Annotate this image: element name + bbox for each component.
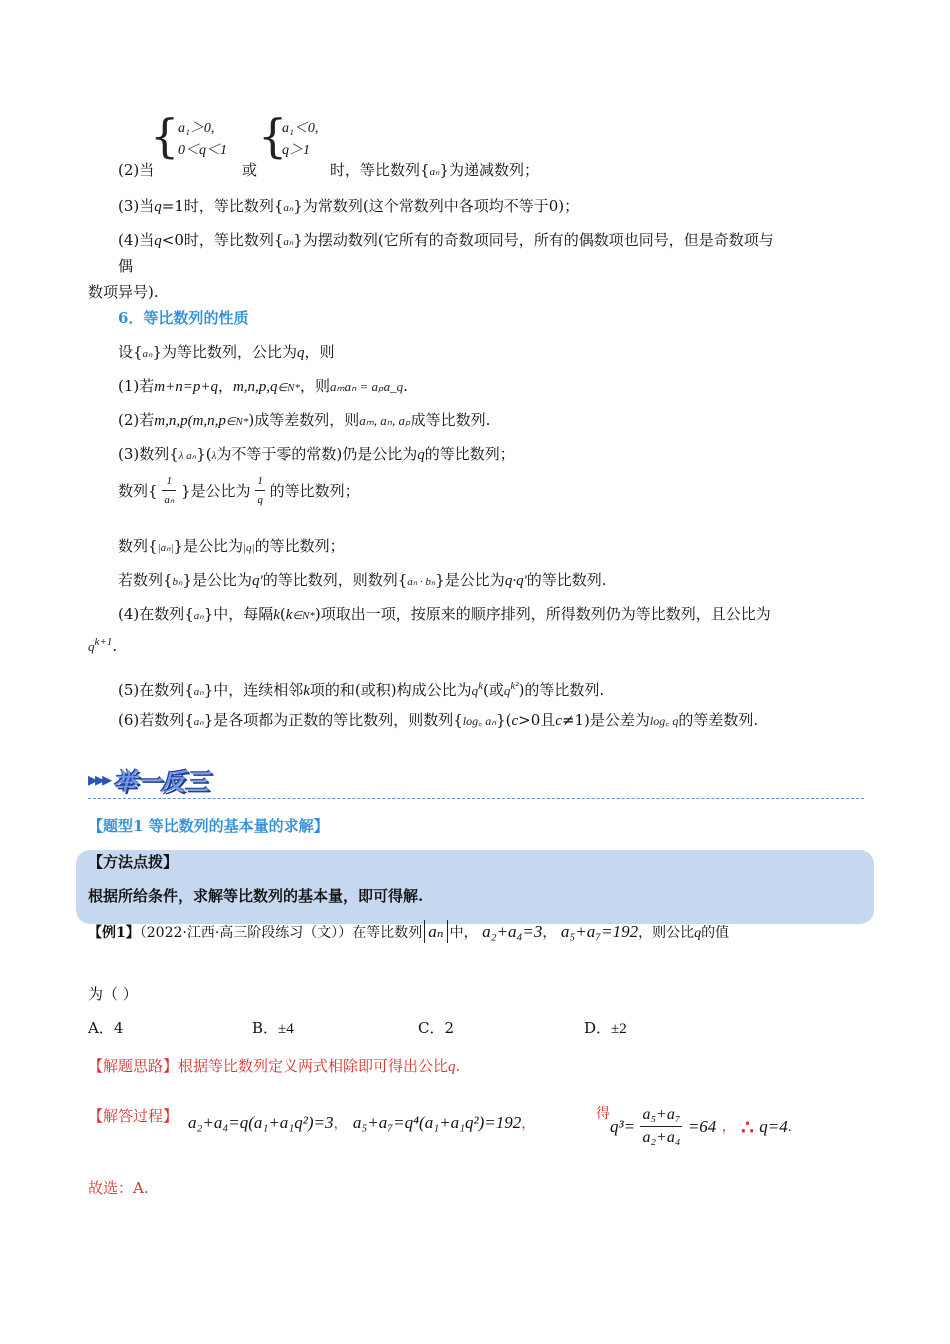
or-text: 或 [242, 161, 258, 179]
dashed-divider [88, 798, 864, 799]
case-1-line-2: 0＜q＜1 [178, 143, 227, 158]
case-2-line-2: q＞1 [282, 143, 310, 158]
prop-2-text: 时，等比数列{aₙ}为递减数列； [330, 161, 539, 179]
case-2 [282, 118, 318, 162]
option-d[interactable]: D．±2 [584, 1019, 627, 1037]
prop-6-1: (1)若m+n=p+q，m,n,p,q∈N*，则aₘaₙ = aₚa_q. [118, 377, 408, 395]
method-title: 【方法点拨】 [88, 853, 179, 871]
section-banner [88, 762, 209, 796]
section-6-heading: 6．等比数列的性质 [118, 309, 249, 327]
prop-6-3d: 若数列{bₙ}是公比为q'的等比数列，则数列{aₙ · bₙ}是公比为q·q'的等比数列. [118, 571, 607, 589]
prop-6-6: (6)若数列{aₙ}是各项都为正数的等比数列，则数列{log꜀ aₙ}(c>0且c≠1)是公差为log꜀ q的等差数列. [118, 711, 759, 729]
option-c[interactable]: C．2 [418, 1019, 455, 1037]
banner-title: 举一反三 [113, 767, 210, 796]
prop-4-line-2: 偶 [118, 257, 134, 275]
method-body: 根据所给条件，求解等比数列的基本量，即可得解. [88, 887, 424, 905]
prop-2-prefix: (2)当 [118, 161, 155, 179]
prop-6-3c: 数列{|aₙ|}是公比为|q|的等比数列； [118, 537, 345, 555]
option-b[interactable]: B．±4 [252, 1019, 294, 1037]
prop-6-4-line-2: $q^{k+1}$. [88, 636, 118, 655]
prop-6-4: (4)在数列{aₙ}中，每隔k(k∈N*)项取出一项，按原来的顺序排列，所得数列仍为等比数列，且公比为 [118, 605, 771, 623]
fraction-1-over-q: $\frac{1}{q}$ [255, 472, 265, 509]
case-2-line-1: a₁＜0, [282, 121, 319, 136]
q-cubed-derivation: q³= $\frac{\text{a₅+a₇}}{\text{a₂+a₄}}$ =64 ， ∴ q=4. [610, 1104, 792, 1149]
type-1-heading: 【题型1 等比数列的基本量的求解】 [88, 817, 329, 835]
prop-3-line: (3)当q=1时，等比数列{aₙ}为常数列(这个常数列中各项均不等于0)； [118, 197, 580, 215]
prop-4-line: (4)当q<0时，等比数列{aₙ}为摆动数列(它所有的奇数项同号，所有的偶数项也同号，但是奇数项与 [118, 231, 774, 249]
example-1-line-2: 为（ ） [88, 985, 138, 1003]
case-1 [178, 118, 227, 162]
prop-6-3b: 数列{ $\frac{1}{\text{aₙ}}$ }是公比为 $\frac{1}{q}$ 的等比数列； [118, 472, 360, 509]
solution-idea: 【解题思路】根据等比数列定义两式相除即可得出公比q. [88, 1057, 461, 1075]
process-equations: a₂+a₄=q(a₁+a₁q²)=3， a₅+a₇=q⁴(a₁+a₁q²)=192， [188, 1113, 536, 1132]
option-a[interactable]: A．4 [88, 1019, 124, 1037]
triple-arrow-icon: ▸▸▸ [88, 767, 110, 791]
de-text: 得 [596, 1106, 610, 1122]
fraction-1-over-an: $\frac{1}{\text{aₙ}}$ [162, 472, 176, 509]
answer-line: 故选：A. [88, 1179, 149, 1197]
prop-6-2: (2)若m,n,p(m,n,p∈N*)成等差数列，则aₘ, aₙ, aₚ成等比数列. [118, 411, 491, 429]
ratio-fraction: $\frac{\text{a₅+a₇}}{\text{a₂+a₄}}$ [642, 1106, 681, 1146]
process-label: 【解答过程】 [88, 1107, 179, 1125]
therefore-icon: ∴ [741, 1114, 754, 1139]
prop-4-line-3: 数项异号). [88, 283, 159, 301]
case-1-line-1: a₁＞0, [178, 121, 215, 136]
prop-6-3a: (3)数列{λ aₙ}(λ为不等于零的常数)仍是公比为q的等比数列； [118, 445, 515, 463]
prop-6-5: (5)在数列{aₙ}中，连续相邻k项的和(或积)构成公比为$q^k$(或$q^{k^2}$)的等比数列. [118, 680, 605, 699]
intro-line: 设{aₙ}为等比数列，公比为q，则 [118, 343, 335, 361]
left-brace-icon: { [258, 109, 288, 163]
left-brace-icon: { [150, 109, 180, 163]
example-1-line: 【例1】（2022·江西·高三阶段练习（文））在等比数列 aₙ 中， a₂+a₄=3， a₅+a₇=192，则公比q的值 [88, 922, 730, 941]
